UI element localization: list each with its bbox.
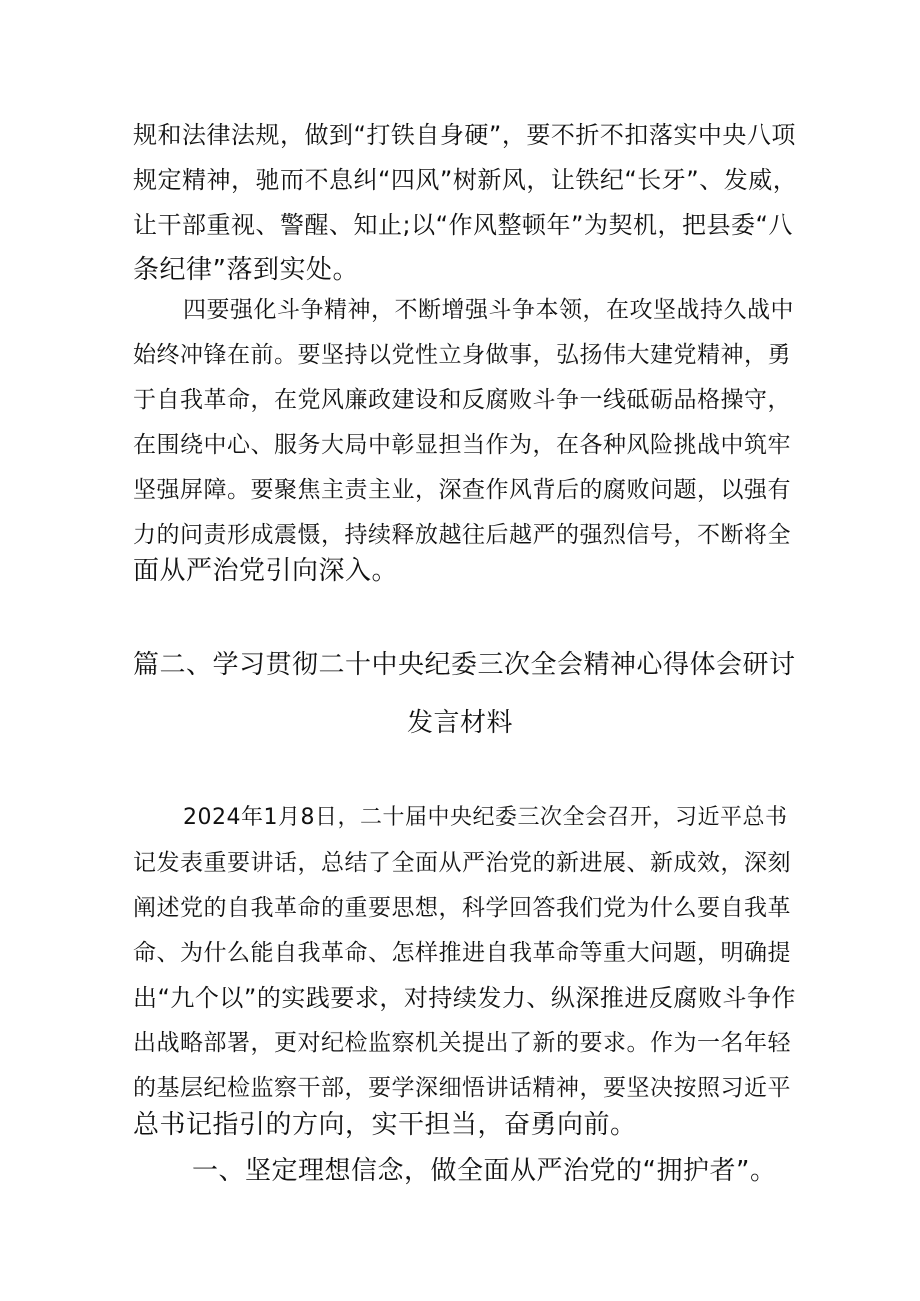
- paragraph-line: 面从严治党引向深入。: [133, 556, 399, 586]
- section-heading: 一、坚定理想信念，做全面从严治党的“拥护者”。: [192, 1156, 777, 1186]
- paragraph-line: 规定精神，驰而不息纠“四风”树新风，让铁纪“长牙”、发威，: [133, 166, 798, 194]
- paragraph-line: 始终冲锋在前。要坚持以党性立身做事，弘扬伟大建党精神，勇: [133, 342, 791, 368]
- paragraph-line: 四要强化斗争精神，不断增强斗争本领，在攻坚战持久战中: [183, 297, 794, 323]
- paragraph-line: 的基层纪检监察干部，要学深细悟讲话精神，要坚决按照习近平: [133, 1075, 791, 1101]
- paragraph-line: 规和法律法规，做到“打铁自身硬”，要不折不扣落实中央八项: [133, 121, 796, 149]
- article-title: 篇二、学习贯彻二十中央纪委三次全会精神心得体会研讨: [133, 650, 796, 680]
- paragraph-line: 出“九个以”的实践要求，对持续发力、纵深推进反腐败斗争作: [133, 984, 796, 1012]
- paragraph-line: 记发表重要讲话，总结了全面从严治党的新进展、新成效，深刻: [133, 850, 791, 876]
- paragraph-line: 坚强屏障。要聚焦主责主业，深查作风背后的腐败问题，以强有: [133, 477, 791, 503]
- paragraph-line: 阐述党的自我革命的重要思想，科学回答我们党为什么要自我革: [133, 895, 791, 921]
- paragraph-line: 力的问责形成震慑，持续释放越往后越严的强烈信号，不断将全: [133, 522, 791, 548]
- article-title-continued: 发言材料: [406, 708, 513, 738]
- paragraph-line: 在围绕中心、服务大局中彰显担当作为，在各种风险挑战中筑牢: [133, 432, 791, 458]
- paragraph-line: 让干部重视、警醒、知止;以“作风整顿年”为契机，把县委“八: [133, 211, 793, 239]
- paragraph-line: 2024年1月8日，二十届中央纪委三次全会召开，习近平总书: [183, 805, 788, 830]
- paragraph-line: 总书记指引的方向，实干担当，奋勇向前。: [133, 1110, 637, 1140]
- paragraph-line: 条纪律”落到实处。: [133, 255, 359, 285]
- paragraph-line: 出战略部署，更对纪检监察机关提出了新的要求。作为一名年轻: [133, 1030, 791, 1056]
- paragraph-line: 于自我革命，在党风廉政建设和反腐败斗争一线砥砺品格操守，: [133, 387, 791, 413]
- paragraph-line: 命、为什么能自我革命、怎样推进自我革命等重大问题，明确提: [133, 940, 791, 966]
